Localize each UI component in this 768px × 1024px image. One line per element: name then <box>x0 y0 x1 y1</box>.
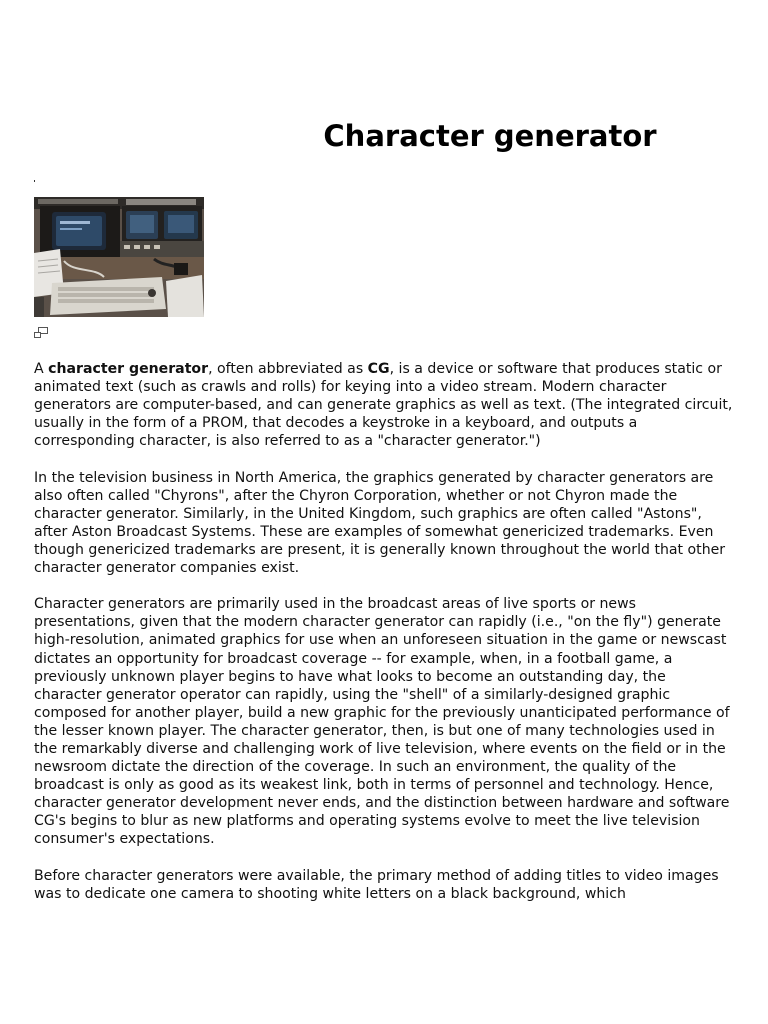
magnify-clip-icon[interactable] <box>34 323 48 334</box>
paragraph-history: Before character generators were available, the primary method of adding titles to video images was to dedicate one camera to shooting white letters on a black background, which <box>34 867 719 902</box>
paragraph-broadcast: Character generators are primarily used in the broadcast areas of live sports or news presentations, given that the modern character generator can rapidly (i.e., "on the fly") generate high-resolution, animated graphics for use when an unforeseen situation in the game or newscast dictates an opportunity for broadcast coverage -- for example, when, in a football game, a previously unknown player begins to have what looks to become an outstanding day, the character generator operator can rapidly, using the "shell" of a similarly-designed graphic composed for another player, build a new graphic for the previously unanticipated performance of the lesser known player. The character generator, then, is but one of many technologies used in the remarkably diverse and challenging work of live television, where events on the field or in the newsroom dictate the direction of the coverage. In such an environment, the quality of the broadcast is only as good as its weakest link, both in terms of personnel and technology. Hence, character generator development never ends, and the distinction between hardware and software CG's begins to blur as new platforms and operating systems evolve to meet the live television consumer's expectations. <box>34 596 730 848</box>
article-image[interactable] <box>34 197 204 317</box>
paragraph-intro: A character generator, often abbreviated as CG, is a device or software that produces static or animated text (such as crawls and rolls) for keying into a video stream. Modern character generators are computer-based, and can generate graphics as well as text. (The integrated circuit, usually in the form of a PROM, that decodes a keystroke in a keyboard, and outputs a corresponding character, is also referred to as a "character generator.") <box>34 361 733 450</box>
stray-dot <box>34 180 35 182</box>
cg-equipment-photo <box>34 197 204 317</box>
page-title: Character generator <box>323 119 657 153</box>
paragraph-chyrons: In the television business in North America, the graphics generated by character generators are also often called "Chyrons", after the Chyron Corporation, whether or not Chyron made the character generator. Similarly, in the United Kingdom, such graphics are often called "Astons", after Aston Broadcast Systems. These are examples of somewhat genericized trademarks. Even though genericized trademarks are present, it is generally known throughout the world that other character generator companies exist. <box>34 469 726 577</box>
term-cg: CG <box>367 361 390 377</box>
term-character-generator: character generator <box>48 361 209 377</box>
article-body <box>34 360 734 921</box>
